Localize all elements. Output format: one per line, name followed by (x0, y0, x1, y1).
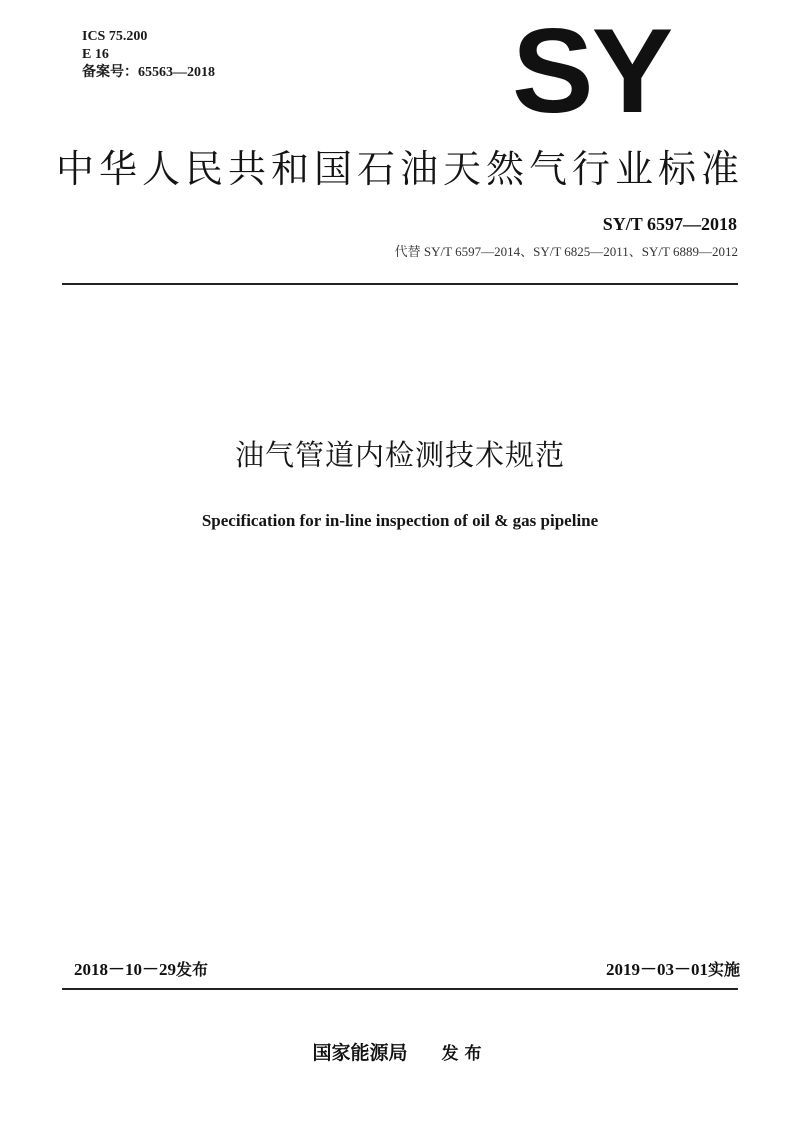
ics-code: ICS 75.200 (82, 29, 148, 44)
publisher-action: 发布 (441, 1044, 488, 1064)
replaces-note: 代替 SY/T 6597—2014、SY/T 6825—2011、SY/T 6889—2012 (394, 244, 738, 259)
filing-number: 备案号：65563—2018 (82, 65, 215, 80)
publisher-line (0, 1040, 800, 1067)
implementation-label: 实施 (707, 960, 740, 979)
issue-label: 发布 (176, 960, 209, 979)
implementation-date-line (606, 958, 740, 982)
header-divider (62, 283, 738, 285)
issue-date: 2018－10－29 (74, 960, 176, 979)
standard-category-title: 中华人民共和国石油天然气行业标准 (55, 147, 744, 191)
document-title-english: Specification for in-line inspection of oil & gas pipeline (201, 511, 599, 530)
document-title-chinese: 油气管道内检测技术规范 (234, 438, 565, 472)
standard-number: SY/T 6597—2018 (602, 214, 737, 234)
publisher-name: 国家能源局 (312, 1042, 408, 1064)
issue-date-line (74, 958, 208, 982)
ccs-code: E 16 (82, 47, 109, 62)
sy-logo: SY (512, 4, 672, 138)
implementation-date: 2019－03－01 (605, 960, 708, 979)
classification-block (82, 28, 215, 82)
footer-divider (62, 988, 738, 990)
